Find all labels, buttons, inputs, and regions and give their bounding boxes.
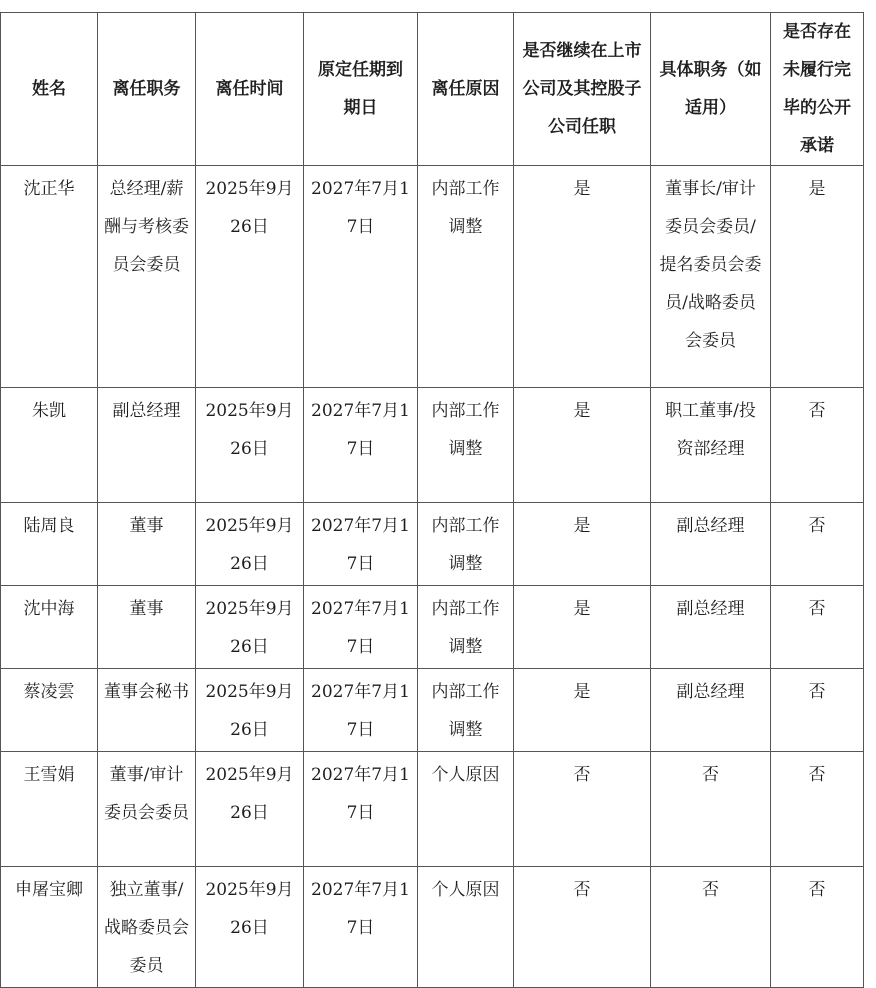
cell-specific-position: 副总经理 <box>651 586 771 669</box>
cell-continue-serving: 是 <box>514 388 651 503</box>
cell-term-end-date: 2027年7月17日 <box>304 166 418 388</box>
cell-specific-position: 董事长/审计委员会委员/提名委员会委员/战略委员会委员 <box>651 166 771 388</box>
cell-departure-reason: 内部工作调整 <box>418 669 514 752</box>
cell-unfulfilled-commitments: 是 <box>771 166 864 388</box>
cell-specific-position: 副总经理 <box>651 503 771 586</box>
header-specific-position: 具体职务（如适用） <box>651 13 771 166</box>
cell-departure-date: 2025年9月26日 <box>196 752 304 867</box>
header-departure-date: 离任时间 <box>196 13 304 166</box>
cell-departure-date: 2025年9月26日 <box>196 669 304 752</box>
cell-name: 陆周良 <box>1 503 98 586</box>
cell-departure-reason: 个人原因 <box>418 752 514 867</box>
header-row <box>1 13 864 166</box>
cell-term-end-date: 2027年7月17日 <box>304 503 418 586</box>
cell-continue-serving: 是 <box>514 166 651 388</box>
cell-departed-position: 董事会秘书 <box>98 669 196 752</box>
header-continue-serving: 是否继续在上市公司及其控股子公司任职 <box>514 13 651 166</box>
cell-specific-position: 职工董事/投资部经理 <box>651 388 771 503</box>
cell-departure-reason: 内部工作调整 <box>418 388 514 503</box>
cell-term-end-date: 2027年7月17日 <box>304 669 418 752</box>
cell-departure-reason: 个人原因 <box>418 867 514 988</box>
table-row <box>1 503 864 586</box>
cell-specific-position: 否 <box>651 752 771 867</box>
header-departure-reason: 离任原因 <box>418 13 514 166</box>
header-departed-position: 离任职务 <box>98 13 196 166</box>
cell-departed-position: 独立董事/战略委员会委员 <box>98 867 196 988</box>
cell-unfulfilled-commitments: 否 <box>771 867 864 988</box>
cell-continue-serving: 否 <box>514 752 651 867</box>
table-row <box>1 867 864 988</box>
header-name: 姓名 <box>1 13 98 166</box>
cell-specific-position: 否 <box>651 867 771 988</box>
cell-name: 沈中海 <box>1 586 98 669</box>
cell-unfulfilled-commitments: 否 <box>771 669 864 752</box>
cell-departure-date: 2025年9月26日 <box>196 166 304 388</box>
cell-departure-reason: 内部工作调整 <box>418 166 514 388</box>
cell-specific-position: 副总经理 <box>651 669 771 752</box>
cell-departed-position: 董事/审计委员会委员 <box>98 752 196 867</box>
cell-departed-position: 副总经理 <box>98 388 196 503</box>
header-term-end-date: 原定任期到期日 <box>304 13 418 166</box>
cell-continue-serving: 否 <box>514 867 651 988</box>
cell-name: 蔡凌雲 <box>1 669 98 752</box>
cell-unfulfilled-commitments: 否 <box>771 586 864 669</box>
cell-term-end-date: 2027年7月17日 <box>304 752 418 867</box>
cell-continue-serving: 是 <box>514 503 651 586</box>
cell-departed-position: 董事 <box>98 503 196 586</box>
cell-term-end-date: 2027年7月17日 <box>304 867 418 988</box>
cell-departed-position: 董事 <box>98 586 196 669</box>
cell-departure-date: 2025年9月26日 <box>196 586 304 669</box>
cell-name: 王雪娟 <box>1 752 98 867</box>
cell-unfulfilled-commitments: 否 <box>771 503 864 586</box>
cell-departure-date: 2025年9月26日 <box>196 867 304 988</box>
table-row <box>1 752 864 867</box>
table-row <box>1 388 864 503</box>
cell-term-end-date: 2027年7月17日 <box>304 586 418 669</box>
cell-name: 申屠宝卿 <box>1 867 98 988</box>
cell-unfulfilled-commitments: 否 <box>771 752 864 867</box>
cell-continue-serving: 是 <box>514 586 651 669</box>
cell-term-end-date: 2027年7月17日 <box>304 388 418 503</box>
cell-name: 沈正华 <box>1 166 98 388</box>
cell-name: 朱凯 <box>1 388 98 503</box>
table-row <box>1 166 864 388</box>
cell-departure-reason: 内部工作调整 <box>418 503 514 586</box>
cell-continue-serving: 是 <box>514 669 651 752</box>
cell-departure-reason: 内部工作调整 <box>418 586 514 669</box>
table-row <box>1 669 864 752</box>
resignation-table <box>0 12 864 988</box>
cell-departure-date: 2025年9月26日 <box>196 503 304 586</box>
header-unfulfilled-commitments: 是否存在未履行完毕的公开承诺 <box>771 13 864 166</box>
table-row <box>1 586 864 669</box>
cell-departure-date: 2025年9月26日 <box>196 388 304 503</box>
cell-departed-position: 总经理/薪酬与考核委员会委员 <box>98 166 196 388</box>
cell-unfulfilled-commitments: 否 <box>771 388 864 503</box>
